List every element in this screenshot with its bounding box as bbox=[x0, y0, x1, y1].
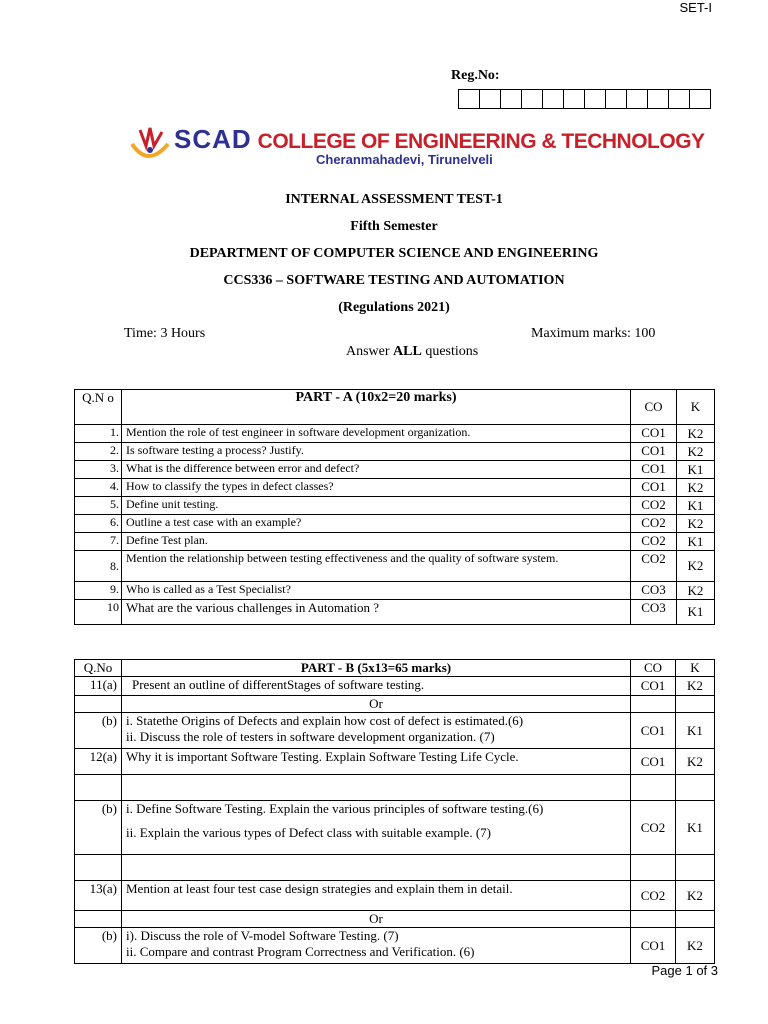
table-row: 3. What is the difference between error and defect? CO1 K1 bbox=[75, 461, 715, 479]
part-a-title: PART - A (10x2=20 marks) bbox=[122, 390, 631, 425]
maximum-marks: Maximum marks: 100 bbox=[531, 326, 656, 341]
college-location: Cheranmahadevi, Tirunelveli bbox=[316, 152, 493, 167]
reg-no-box[interactable] bbox=[648, 90, 669, 108]
table-row: 9. Who is called as a Test Specialist? CO3 K2 bbox=[75, 582, 715, 600]
part-b-table bbox=[74, 659, 715, 964]
table-row: 1. Mention the role of test engineer in software development organization. CO1 K2 bbox=[75, 425, 715, 443]
instruction: Answer ALL questions bbox=[346, 344, 479, 359]
empty-row bbox=[75, 855, 715, 881]
reg-no-box[interactable] bbox=[669, 90, 690, 108]
semester: Fifth Semester bbox=[350, 219, 438, 234]
table-row: 2. Is software testing a process? Justify. CO1 K2 bbox=[75, 443, 715, 461]
k-header: K bbox=[676, 660, 715, 677]
table-row: (b) i. Define Software Testing. Explain the various principles of software testing.(6) ii. Explain the various types of Defect class with suitable example. (7) CO2 K1 bbox=[75, 801, 715, 855]
reg-no-box[interactable] bbox=[459, 90, 480, 108]
co-header: CO bbox=[631, 390, 677, 425]
table-row: 11(a) Present an outline of differentStages of software testing. CO1 K2 bbox=[75, 677, 715, 696]
table-row: 6. Outline a test case with an example? CO2 K2 bbox=[75, 515, 715, 533]
department: DEPARTMENT OF COMPUTER SCIENCE AND ENGINEERING bbox=[189, 246, 599, 261]
page-number: Page 1 of 3 bbox=[651, 963, 718, 978]
k-header: K bbox=[677, 390, 715, 425]
time-allowed: Time: 3 Hours bbox=[124, 326, 206, 341]
reg-no-label: Reg.No: bbox=[451, 68, 500, 83]
regulations: (Regulations 2021) bbox=[338, 300, 450, 315]
college-name: SCAD COLLEGE OF ENGINEERING & TECHNOLOGY bbox=[174, 124, 705, 154]
table-row: 5. Define unit testing. CO2 K1 bbox=[75, 497, 715, 515]
reg-no-box[interactable] bbox=[501, 90, 522, 108]
reg-no-box[interactable] bbox=[543, 90, 564, 108]
scad-wordmark: SCAD bbox=[174, 124, 252, 154]
table-row: 4. How to classify the types in defect classes? CO1 K2 bbox=[75, 479, 715, 497]
reg-no-box[interactable] bbox=[585, 90, 606, 108]
table-row: (b) i). Discuss the role of V-model Software Testing. (7) ii. Compare and contrast Program Correctness and Verification. (6) CO1 K2 bbox=[75, 928, 715, 964]
set-label: SET-I bbox=[679, 0, 712, 15]
qno-header: Q.N o bbox=[75, 390, 122, 425]
qno-header: Q.No bbox=[75, 660, 122, 677]
reg-no-box[interactable] bbox=[606, 90, 627, 108]
course-title: CCS336 – SOFTWARE TESTING AND AUTOMATION bbox=[223, 273, 565, 288]
table-row: 8. Mention the relationship between testing effectiveness and the quality of software system. CO2 K2 bbox=[75, 551, 715, 582]
table-row: 13(a) Mention at least four test case design strategies and explain them in detail. CO2 K2 bbox=[75, 881, 715, 911]
reg-no-box[interactable] bbox=[480, 90, 501, 108]
test-title: INTERNAL ASSESSMENT TEST-1 bbox=[285, 192, 503, 207]
part-a-table bbox=[74, 389, 715, 625]
or-row: Or bbox=[75, 696, 715, 713]
table-row: (b) i. Statethe Origins of Defects and explain how cost of defect is estimated.(6) ii. Discuss the role of testers in software development organization. (7) CO1 K1 bbox=[75, 713, 715, 749]
table-row: 12(a) Why it is important Software Testing. Explain Software Testing Life Cycle. CO1 K2 bbox=[75, 749, 715, 775]
reg-no-box[interactable] bbox=[522, 90, 543, 108]
empty-row bbox=[75, 775, 715, 801]
co-header: CO bbox=[631, 660, 676, 677]
table-row: 10 What are the various challenges in Automation ? CO3 K1 bbox=[75, 600, 715, 625]
or-row: Or bbox=[75, 911, 715, 928]
reg-no-box[interactable] bbox=[564, 90, 585, 108]
table-row: 7. Define Test plan. CO2 K1 bbox=[75, 533, 715, 551]
reg-no-box[interactable] bbox=[690, 90, 710, 108]
reg-no-box[interactable] bbox=[627, 90, 648, 108]
reg-no-boxes bbox=[458, 89, 711, 109]
part-b-title: PART - B (5x13=65 marks) bbox=[122, 660, 631, 677]
